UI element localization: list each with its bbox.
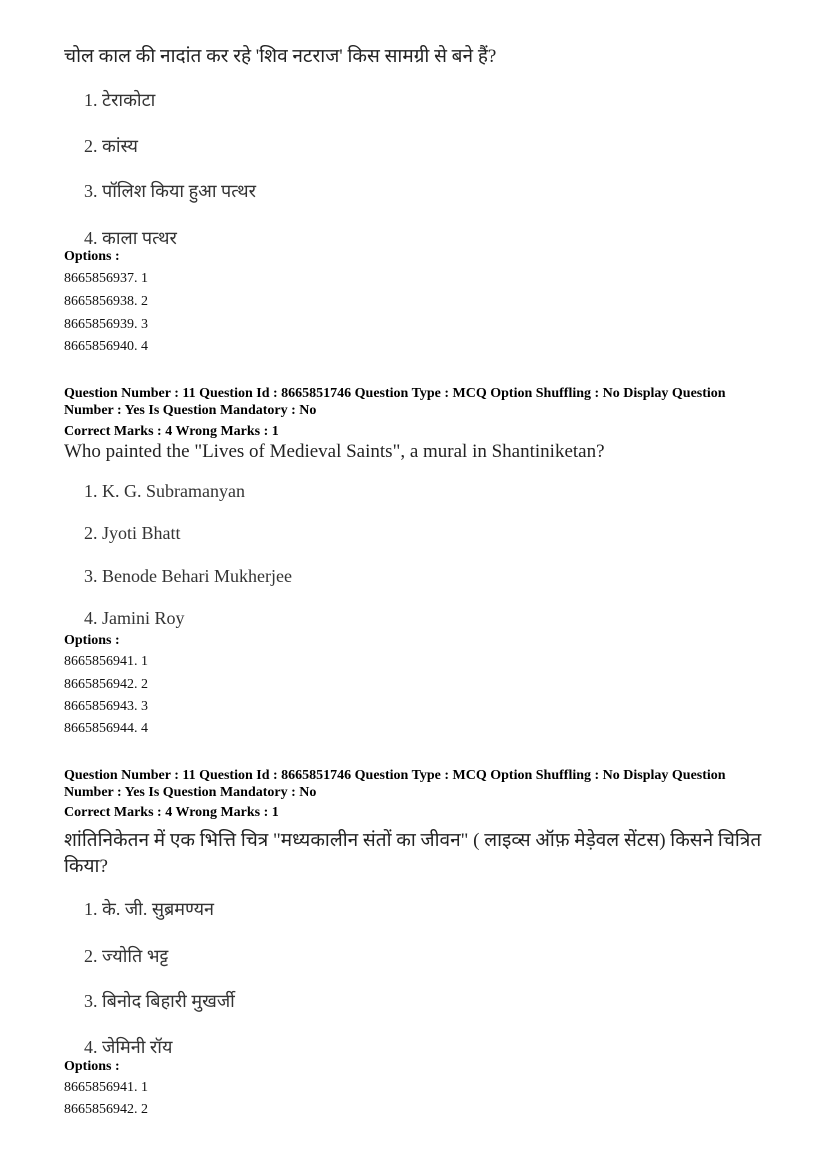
question-meta [64, 385, 784, 419]
choice-item: 3. Benode Behari Mukherjee [84, 566, 292, 586]
question-meta-line: Question Number : 11 Question Id : 8665851746 Question Type : MCQ Option Shuffling : No Display Question [64, 386, 726, 401]
choice-item: 3. पॉलिश किया हुआ पत्थर [84, 181, 257, 201]
option-id: 8665856943. 3 [64, 699, 148, 714]
choice-item: 2. ज्योति भट्ट [84, 946, 169, 966]
marks-line: Correct Marks : 4 Wrong Marks : 1 [64, 424, 279, 439]
option-id: 8665856941. 1 [64, 654, 148, 669]
option-id: 8665856941. 1 [64, 1080, 148, 1095]
choice-item: 1. के. जी. सुब्रमण्यन [84, 899, 215, 919]
question-meta-line: Number : Yes Is Question Mandatory : No [64, 785, 317, 800]
choice-item: 1. टेराकोटा [84, 90, 156, 110]
question-text: चोल काल की नादांत कर रहे 'शिव नटराज' किस सामग्री से बने हैं? [64, 46, 497, 67]
question-meta-line: Number : Yes Is Question Mandatory : No [64, 403, 317, 418]
marks-line: Correct Marks : 4 Wrong Marks : 1 [64, 805, 279, 820]
question-text: शांतिनिकेतन में एक भित्ति चित्र "मध्यकालीन संतों का जीवन" ( लाइव्स ऑफ़ मेड़ेवल सेंटस) किसने चित्रित [64, 830, 762, 851]
question-meta-line: Question Number : 11 Question Id : 8665851746 Question Type : MCQ Option Shuffling : No Display Question [64, 768, 726, 783]
choice-item: 2. Jyoti Bhatt [84, 523, 181, 543]
question-text: किया? [64, 856, 108, 877]
choice-item: 3. बिनोद बिहारी मुखर्जी [84, 991, 235, 1011]
option-id: 8665856939. 3 [64, 317, 148, 332]
choice-item: 2. कांस्य [84, 136, 138, 156]
question-meta [64, 767, 784, 801]
choice-item: 4. Jamini Roy [84, 608, 185, 628]
options-label: Options : [64, 1059, 120, 1074]
choice-item: 4. जेमिनी रॉय [84, 1037, 173, 1057]
choice-item: 1. K. G. Subramanyan [84, 481, 245, 501]
choice-item: 4. काला पत्थर [84, 228, 177, 248]
options-label: Options : [64, 249, 120, 264]
options-label: Options : [64, 633, 120, 648]
question-text: Who painted the "Lives of Medieval Saints", a mural in Shantiniketan? [64, 441, 605, 462]
option-id: 8665856942. 2 [64, 677, 148, 692]
option-id: 8665856944. 4 [64, 721, 148, 736]
option-id: 8665856938. 2 [64, 294, 148, 309]
option-id: 8665856940. 4 [64, 339, 148, 354]
option-id: 8665856942. 2 [64, 1102, 148, 1117]
option-id: 8665856937. 1 [64, 271, 148, 286]
